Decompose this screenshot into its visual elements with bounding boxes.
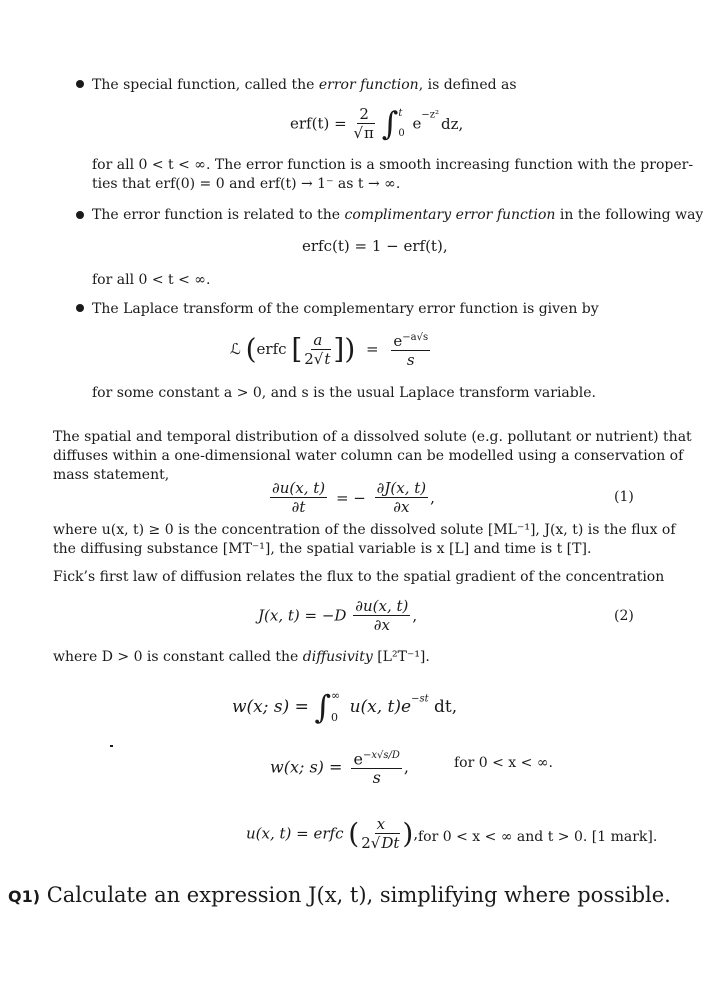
paren-left: ( [245, 332, 257, 366]
solution-u-equation [246, 816, 418, 851]
eq1-rhs-fraction [375, 480, 429, 515]
erf-integrand-exponent: −z² [421, 109, 440, 121]
laplace-erfc-fn: erfc [256, 340, 287, 358]
laplace-rhs-exponent: −a√s [402, 332, 429, 343]
laplace-den-two: 2 [304, 349, 314, 368]
conservation-equation [268, 480, 435, 515]
eq2-num: ∂u(x, t) [355, 597, 409, 615]
eq5-condition: for 0 < x < ∞ and t > 0. [1 mark]. [418, 829, 658, 845]
term-error-function: error function [318, 77, 419, 93]
stray-dot-mark [110, 745, 113, 747]
diffusivity-definition [53, 648, 430, 666]
model-paragraph-line-1: The spatial and temporal distribution of a dissolved solute (e.g. pollutant or nutrient) that [53, 429, 692, 445]
bullet-marker-1 [76, 80, 84, 88]
erf-dz: dz, [441, 114, 464, 133]
eq1-lhs-num: ∂u(x, t) [272, 479, 326, 497]
bullet2-intro [92, 206, 703, 224]
erf-int-limits [398, 108, 404, 140]
laplace-inner-den: 2√t [304, 349, 331, 368]
eq1-rhs-den: ∂x [393, 498, 410, 516]
eq4-condition: for 0 < x < ∞. [454, 755, 553, 771]
term-complementary-error-function: complimentary error function [344, 207, 556, 223]
eq5-comma: , [413, 824, 419, 843]
laplace-rhs-num [391, 330, 430, 351]
bullet2-intro-text: The error function is related to the [92, 207, 345, 223]
bullet3-intro: The Laplace transform of the complementary error function is given by [92, 301, 599, 317]
erfc-domain-text: for all 0 < t < ∞. [92, 272, 211, 288]
eq4-lhs: w(x; s) = [270, 757, 343, 777]
bullet1-intro-text-end: , is defined as [418, 77, 517, 93]
eq5-lhs: u(x, t) = erfc [246, 824, 344, 843]
eq3-int-limits [331, 690, 340, 724]
eq5-fraction [361, 816, 400, 851]
eq2-comma: , [412, 606, 418, 625]
bracket-right: ] [333, 332, 345, 366]
eq3-dt: dt, [428, 697, 458, 717]
model-paragraph-line-2: diffuses within a one-dimensional water column can be modelled using a conservation of [53, 448, 684, 464]
bullet1-intro-text: The special function, called the [92, 77, 319, 93]
bullet2-intro-text-end: in the following way [555, 207, 703, 223]
laplace-equals: = [366, 340, 379, 358]
paren-right: ) [344, 332, 356, 366]
variables-definition-line-2: the diffusing substance [MT⁻¹], the spatial variable is x [L] and time is t [T]. [53, 541, 592, 557]
laplace-constant-text: for some constant a > 0, and s is the usual Laplace transform variable. [92, 385, 596, 401]
bracket-left: [ [291, 332, 303, 366]
laplace-operator: ℒ [230, 340, 241, 358]
laplace-rhs-fraction [391, 330, 430, 368]
eq5-den-two: 2 [361, 834, 371, 852]
laplace-inner-fraction [304, 332, 331, 367]
eq4-num-e: e [353, 749, 363, 769]
eq5-paren-left: ( [348, 817, 360, 850]
eq1-lhs-fraction [270, 480, 327, 515]
erf-pi: π [364, 124, 374, 142]
question-text: Calculate an expression J(x, t), simplifying where possible. [40, 883, 671, 907]
eq4-fraction [351, 748, 401, 786]
laplace-rhs-den: s [406, 351, 415, 369]
question-label: Q1) [8, 887, 41, 906]
eq5-den-sqrt: Dt [381, 834, 400, 852]
eq5-den: 2√Dt [361, 834, 400, 852]
bullet-marker-2 [76, 211, 84, 219]
eq5-paren-right: ) [402, 817, 414, 850]
erf-properties-line-2: ties that erf(0) = 0 and erf(t) → 1⁻ as t → ∞. [92, 176, 401, 192]
eq4-num [351, 748, 401, 769]
eq1-lhs-den: ∂t [291, 498, 306, 516]
eq4-den: s [372, 768, 381, 788]
equation-number-1: (1) [614, 489, 634, 505]
eq3-lhs: w(x; s) = [232, 697, 309, 717]
eq4-num-exponent: −x√s/D [362, 750, 400, 761]
model-paragraph-line-3: mass statement, [53, 467, 170, 483]
erf-frac-den: √π [353, 124, 374, 142]
eq1-comma: , [430, 488, 435, 507]
eq5-num: x [376, 815, 386, 833]
diffusivity-text: where D > 0 is constant called the [53, 649, 303, 665]
laplace-den-t: t [324, 349, 331, 368]
eq2-den: ∂x [373, 616, 390, 634]
erfc-definition-equation: erfc(t) = 1 − erf(t), [302, 237, 448, 255]
ficks-law-intro: Fick’s first law of diffusion relates the flux to the spatial gradient of the concentration [53, 569, 665, 585]
eq3-int-lower: 0 [331, 711, 338, 724]
bullet1-intro [92, 76, 517, 94]
eq2-fraction [353, 598, 410, 633]
term-diffusivity: diffusivity [302, 649, 373, 665]
erf-int-upper: t [398, 107, 403, 119]
laplace-inner-num: a [313, 330, 323, 349]
laplace-definition-equation [232, 690, 457, 724]
ficks-law-equation [258, 598, 417, 633]
eq3-integrand: u(x, t)e [349, 697, 412, 717]
eq1-equals-minus: = − [335, 488, 366, 507]
integral-sign: ∫ [381, 104, 399, 143]
bullet-marker-3 [76, 304, 84, 312]
erf-properties-line-1: for all 0 < t < ∞. The error function is a smooth increasing function with the proper- [92, 157, 694, 173]
erf-definition-equation [290, 106, 463, 141]
variables-definition-line-1: where u(x, t) ≥ 0 is the concentration of the dissolved solute [ML⁻¹], J(x, t) is the flux of [53, 522, 676, 538]
eq3-exponent: −st [411, 693, 429, 705]
eq2-lhs: J(x, t) = −D [258, 606, 347, 625]
eq3-int-upper: ∞ [331, 689, 341, 702]
erf-integrand: e [412, 114, 422, 133]
laplace-solution-equation [270, 748, 409, 786]
laplace-rhs-e: e [393, 332, 403, 350]
eq1-rhs-num: ∂J(x, t) [376, 479, 427, 497]
erf-int-lower: 0 [398, 127, 405, 139]
question-1 [8, 883, 671, 907]
equation-number-2: (2) [614, 608, 634, 624]
erf-fraction [353, 106, 374, 141]
eq4-comma: , [403, 757, 409, 777]
erf-lhs: erf(t) = [290, 114, 347, 133]
integral-sign-2: ∫ [314, 688, 331, 726]
laplace-erfc-equation [230, 330, 432, 368]
diffusivity-units: [L²T⁻¹]. [372, 649, 430, 665]
erf-frac-num: 2 [359, 105, 369, 123]
